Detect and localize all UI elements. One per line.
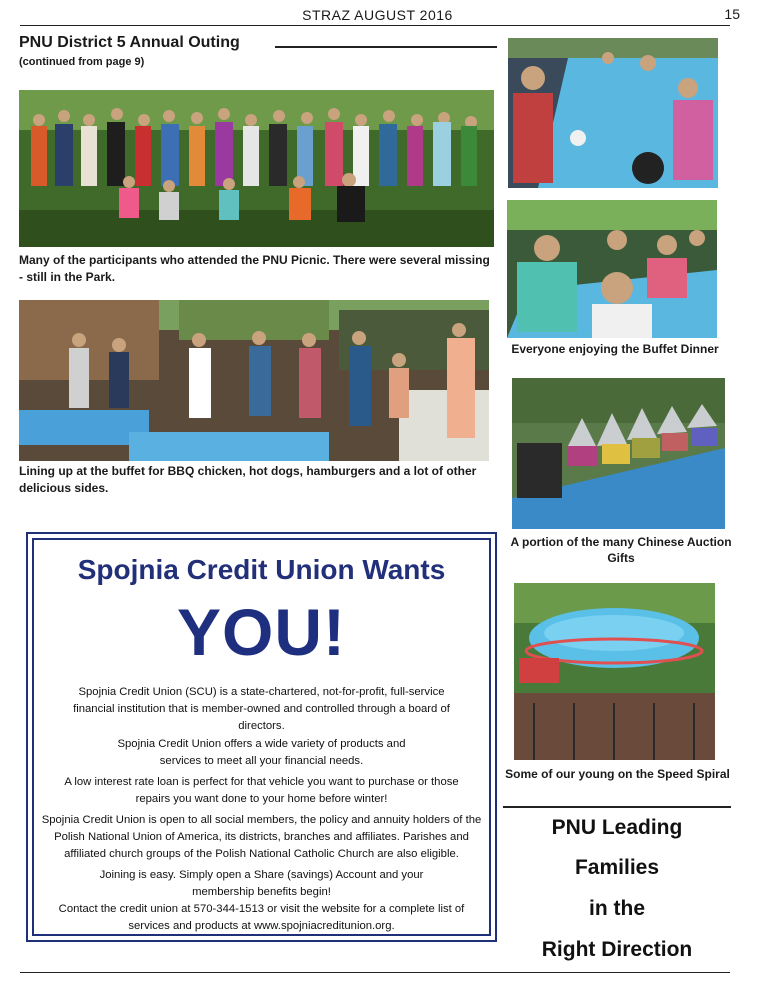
ad-paragraph-3: A low interest rate loan is perfect for that vehicle you want to purchase or those repairs you want done to your home before winter! [64, 776, 459, 805]
ad-paragraph-1: Spojnia Credit Union (SCU) is a state-chartered, not-for-profit, full-service financial institution that is member-owned and controlled through a board of directors. [73, 686, 450, 732]
page-number: 15 [724, 6, 740, 22]
group-photo-caption: Many of the participants who attended the PNU Picnic. There were several missing - still in the Park. [19, 253, 490, 284]
tagline-line-2: Families [574, 856, 660, 879]
speed-spiral-caption: Some of our young on the Speed Spiral [505, 767, 730, 781]
footer-rule [20, 972, 730, 973]
ad-title: Spojnia Credit Union Wants [77, 554, 446, 585]
dinner-caption: Everyone enjoying the Buffet Dinner [511, 342, 719, 356]
ad-paragraph-5: Joining is easy. Simply open a Share (savings) Account and your membership benefits begin! [99, 869, 424, 898]
buffet-line-photo [19, 300, 489, 461]
tagline-line-1: PNU Leading [551, 816, 683, 839]
ad-paragraph-6: Contact the credit union at 570-344-1513 or visit the website for a complete list of services and products at www.spojniacreditunion.org. [58, 903, 465, 932]
ad-paragraph-4: Spojnia Credit Union is open to all social members, the policy and annuity holders of the Polish National Union of America, its districts, branches and affiliates. Parishes and affiliated church groups of the Polish National Catholic Church are also eligible. [41, 814, 482, 860]
ad-headline: YOU! [177, 595, 346, 669]
tagline-rule [503, 806, 731, 808]
ad-paragraph-2: Spojnia Credit Union offers a wide variety of products and services to meet all your financial needs. [117, 738, 406, 767]
auction-caption: A portion of the many Chinese Auction Gifts [510, 535, 732, 565]
header-rule [20, 25, 730, 26]
continued-note: (continued from page 9) [19, 56, 145, 68]
group-photo [19, 90, 494, 247]
credit-union-ad [26, 532, 497, 942]
headline-rule [275, 46, 497, 48]
article-headline: PNU District 5 Annual Outing [19, 34, 240, 51]
tagline-line-3: in the [589, 897, 645, 920]
buffet-line-caption: Lining up at the buffet for BBQ chicken, hot dogs, hamburgers and a lot of other delicious sides. [19, 464, 477, 495]
dinner-photo-1 [508, 38, 718, 188]
ad-inner-border [32, 538, 491, 936]
tagline-line-4: Right Direction [541, 938, 693, 961]
masthead-title: STRAZ AUGUST 2016 [302, 7, 453, 23]
dinner-photo-2 [507, 200, 717, 338]
speed-spiral-photo [514, 583, 715, 760]
auction-gifts-photo [512, 378, 725, 529]
